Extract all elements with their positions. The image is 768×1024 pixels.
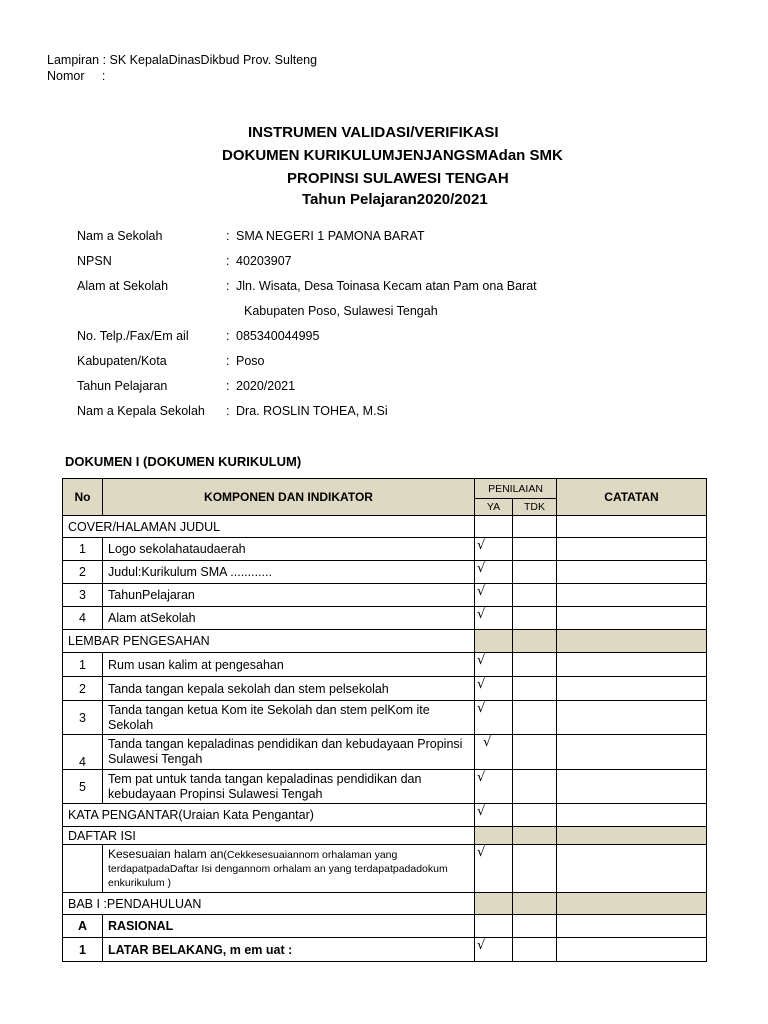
tdk-cell xyxy=(513,827,557,845)
section-label: COVER/HALAMAN JUDUL xyxy=(63,516,475,538)
ya-check: √ xyxy=(475,561,513,584)
tdk-cell xyxy=(513,538,557,561)
info-row-tahun xyxy=(77,379,637,397)
catatan-cell xyxy=(557,845,707,893)
catatan-cell xyxy=(557,653,707,677)
info-value: 2020/2021 xyxy=(236,379,296,393)
table-row xyxy=(63,677,707,701)
tdk-cell xyxy=(513,845,557,893)
info-label: Nam a Kepala Sekolah xyxy=(77,404,205,418)
row-indicator: TahunPelajaran xyxy=(103,584,475,607)
row-number: 1 xyxy=(63,938,103,962)
info-value: 40203907 xyxy=(236,254,292,268)
tdk-cell xyxy=(513,701,557,735)
section-label: LEMBAR PENGESAHAN xyxy=(63,630,475,653)
info-row-alamat-cont xyxy=(77,304,637,322)
ya-check: √ xyxy=(475,584,513,607)
row-indicator: Rum usan kalim at pengesahan xyxy=(103,653,475,677)
table-row xyxy=(63,607,707,630)
info-label: Alam at Sekolah xyxy=(77,279,169,293)
info-value: Jln. Wisata, Desa Toinasa Kecam atan Pam ona Barat xyxy=(236,279,537,293)
section-row xyxy=(63,893,707,915)
info-row-npsn xyxy=(77,254,637,272)
ya-check: √ xyxy=(475,677,513,701)
header-penilaian: PENILAIAN xyxy=(475,479,557,499)
catatan-cell xyxy=(557,561,707,584)
tdk-cell xyxy=(513,561,557,584)
info-label: NPSN xyxy=(77,254,112,268)
catatan-cell xyxy=(557,735,707,770)
info-label: Nam a Sekolah xyxy=(77,229,163,243)
section-title: DOKUMEN I (DOKUMEN KURIKULUM) xyxy=(65,454,302,469)
validation-table xyxy=(62,478,707,962)
header-komponen: KOMPONEN DAN INDIKATOR xyxy=(103,479,475,516)
row-number: 4 xyxy=(63,607,103,630)
catatan-cell xyxy=(557,701,707,735)
section-label: KATA PENGANTAR(Uraian Kata Pengantar) xyxy=(63,804,475,827)
info-value: Kabupaten Poso, Sulawesi Tengah xyxy=(244,304,438,318)
row-number xyxy=(63,845,103,893)
row-indicator xyxy=(103,845,475,893)
catatan-cell xyxy=(557,915,707,938)
table-row xyxy=(63,915,707,938)
ya-cell xyxy=(475,516,513,538)
ya-check: √ xyxy=(475,770,513,804)
info-row-telp xyxy=(77,329,637,347)
row-indicator: Logo sekolahataudaerah xyxy=(103,538,475,561)
section-label: DAFTAR ISI xyxy=(63,827,475,845)
catatan-cell xyxy=(557,938,707,962)
catatan-cell xyxy=(557,516,707,538)
header-tdk: TDK xyxy=(513,499,557,516)
info-label: Tahun Pelajaran xyxy=(77,379,168,393)
row-number: 2 xyxy=(63,561,103,584)
lampiran-line: Lampiran : SK KepalaDinasDikbud Prov. Sulteng xyxy=(47,53,318,67)
ya-cell xyxy=(475,827,513,845)
catatan-cell xyxy=(557,893,707,915)
ya-cell xyxy=(475,630,513,653)
row-indicator: Tanda tangan kepaladinas pendidikan dan kebudayaan Propinsi Sulawesi Tengah xyxy=(103,735,475,770)
table-row xyxy=(63,701,707,735)
row-number: A xyxy=(63,915,103,938)
catatan-cell xyxy=(557,584,707,607)
header-ya: YA xyxy=(475,499,513,516)
row-number: 2 xyxy=(63,677,103,701)
ya-cell xyxy=(475,893,513,915)
row-number: 1 xyxy=(63,653,103,677)
tdk-cell xyxy=(513,516,557,538)
tdk-cell xyxy=(513,915,557,938)
section-row xyxy=(63,630,707,653)
table-row xyxy=(63,938,707,962)
header-catatan: CATATAN xyxy=(557,479,707,516)
info-row-alamat xyxy=(77,279,637,297)
info-colon: : xyxy=(226,229,230,243)
row-indicator-main: Kesesuaian halam an xyxy=(108,847,224,861)
row-number: 4 xyxy=(63,735,103,770)
row-indicator: Tem pat untuk tanda tangan kepaladinas pendidikan dan kebudayaan Propinsi Sulawesi Tengah xyxy=(103,770,475,804)
section-row xyxy=(63,804,707,827)
info-colon: : xyxy=(226,279,230,293)
info-colon: : xyxy=(226,254,230,268)
row-indicator: Judul:Kurikulum SMA ............ xyxy=(103,561,475,584)
catatan-cell xyxy=(557,770,707,804)
table-row xyxy=(63,653,707,677)
info-colon: : xyxy=(226,404,230,418)
tdk-cell xyxy=(513,893,557,915)
info-row-nama-sekolah xyxy=(77,229,637,247)
table-row xyxy=(63,561,707,584)
row-indicator: Alam atSekolah xyxy=(103,607,475,630)
tdk-cell xyxy=(513,735,557,770)
catatan-cell xyxy=(557,804,707,827)
section-label: BAB I :PENDAHULUAN xyxy=(63,893,475,915)
catatan-cell xyxy=(557,677,707,701)
section-row xyxy=(63,516,707,538)
table-row xyxy=(63,735,707,770)
ya-check: √ xyxy=(475,804,513,827)
info-label: Kabupaten/Kota xyxy=(77,354,167,368)
catatan-cell xyxy=(557,607,707,630)
table-row xyxy=(63,584,707,607)
tdk-cell xyxy=(513,804,557,827)
header-no: No xyxy=(63,479,103,516)
title-line-1: INSTRUMEN VALIDASI/VERIFIKASI xyxy=(248,124,499,141)
info-value: Dra. ROSLIN TOHEA, M.Si xyxy=(236,404,388,418)
ya-check: √ xyxy=(475,538,513,561)
tdk-cell xyxy=(513,630,557,653)
catatan-cell xyxy=(557,538,707,561)
info-colon: : xyxy=(226,354,230,368)
catatan-cell xyxy=(557,827,707,845)
info-label: No. Telp./Fax/Em ail xyxy=(77,329,189,343)
tdk-cell xyxy=(513,938,557,962)
info-row-kepala xyxy=(77,404,637,422)
row-number: 3 xyxy=(63,584,103,607)
row-number: 3 xyxy=(63,701,103,735)
tdk-cell xyxy=(513,677,557,701)
catatan-cell xyxy=(557,630,707,653)
row-number: 1 xyxy=(63,538,103,561)
table-row xyxy=(63,770,707,804)
ya-check: √ xyxy=(475,701,513,735)
info-value: 085340044995 xyxy=(236,329,320,343)
row-indicator: Tanda tangan ketua Kom ite Sekolah dan stem pelKom ite Sekolah xyxy=(103,701,475,735)
info-row-kabupaten xyxy=(77,354,637,372)
ya-check: √ xyxy=(475,938,513,962)
tdk-cell xyxy=(513,653,557,677)
row-indicator-note: (Cekkesesuaiannom orhalaman yang terdapatpadaDaftar Isi dengannom orhalam an yang terdapatpadadokum enkurikulum ) xyxy=(108,849,448,889)
row-number: 5 xyxy=(63,770,103,804)
ya-check: √ xyxy=(475,653,513,677)
title-line-3: PROPINSI SULAWESI TENGAH xyxy=(287,170,509,187)
info-value: SMA NEGERI 1 PAMONA BARAT xyxy=(236,229,425,243)
row-indicator: LATAR BELAKANG, m em uat : xyxy=(103,938,475,962)
ya-check: √ xyxy=(475,845,513,893)
title-line-2: DOKUMEN KURIKULUMJENJANGSMAdan SMK xyxy=(222,147,563,164)
info-colon: : xyxy=(226,329,230,343)
ya-cell xyxy=(475,915,513,938)
ya-check: √ xyxy=(475,735,513,770)
tdk-cell xyxy=(513,584,557,607)
tdk-cell xyxy=(513,770,557,804)
tdk-cell xyxy=(513,607,557,630)
ya-check: √ xyxy=(475,607,513,630)
table-row xyxy=(63,538,707,561)
lampiran-block xyxy=(47,52,317,84)
info-colon: : xyxy=(226,379,230,393)
nomor-line: Nomor : xyxy=(47,69,106,83)
info-value: Poso xyxy=(236,354,265,368)
section-row xyxy=(63,827,707,845)
row-indicator: Tanda tangan kepala sekolah dan stem pelsekolah xyxy=(103,677,475,701)
row-indicator: RASIONAL xyxy=(103,915,475,938)
title-line-4: Tahun Pelajaran2020/2021 xyxy=(302,191,488,208)
table-row xyxy=(63,845,707,893)
